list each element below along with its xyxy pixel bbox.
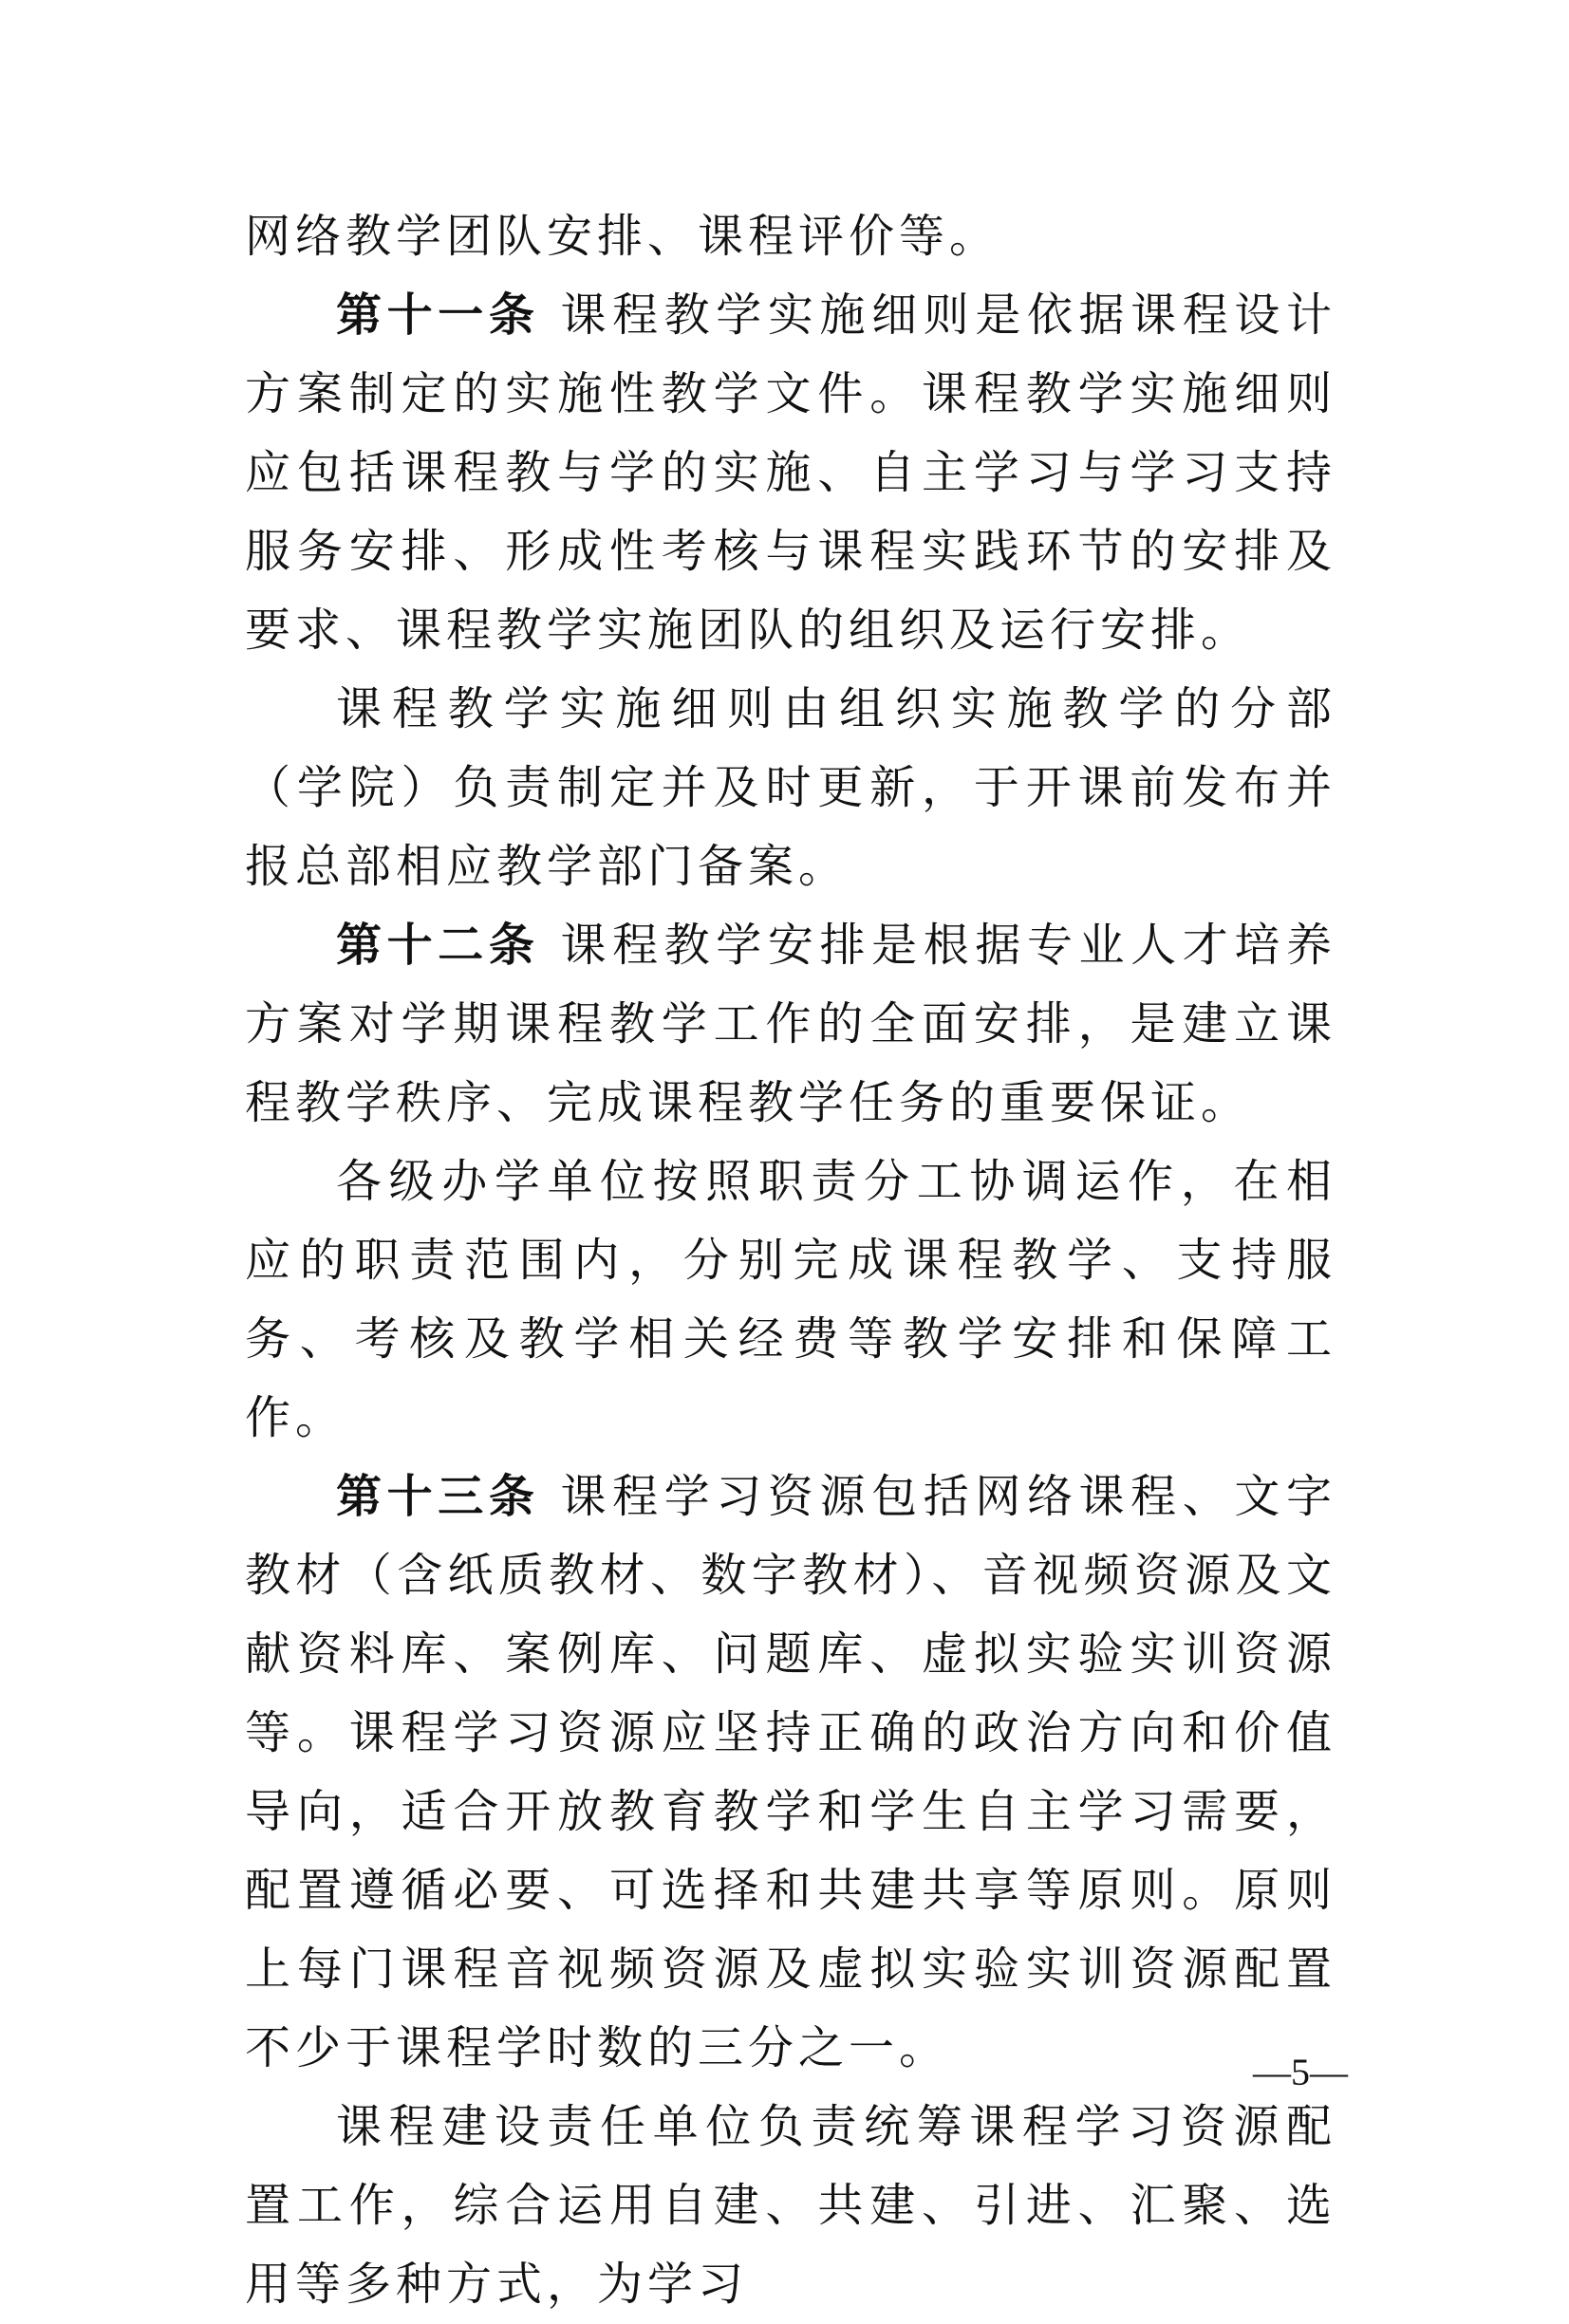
article-11-text: 课程教学实施细则是依据课程设计方案制定的实施性教学文件。课程教学实施细则应包括课程教与学的实施、自主学习与学习支持服务安排、形成性考核与课程实践环节的安排及要求、课程教学实施团队的组织及运行安排。 [245,288,1336,657]
page-number: —5— [1253,2051,1348,2093]
paragraph-1-text: 网络教学团队安排、课程评价等。 [245,210,1000,263]
article-12-label: 第十二条 [336,919,540,972]
article-11-label: 第十一条 [336,288,540,342]
article-13-text: 课程学习资源包括网络课程、文字教材（含纸质教材、数字教材）、音视频资源及文献资料库、案例库、问题库、虚拟实验实训资源等。课程学习资源应坚持正确的政治方向和价值导向，适合开放教育教学和学生自主学习需要，配置遵循必要、可选择和共建共享等原则。原则上每门课程音视频资源及虚拟实验实训资源配置不少于课程学时数的三分之一。 [245,1470,1336,2074]
article-13-label: 第十三条 [336,1470,540,1523]
paragraph-3-text: 课程教学实施细则由组织实施教学的分部（学院）负责制定并及时更新，于开课前发布并报总部相应教学部门备案。 [245,682,1336,893]
paragraph-5 [245,1143,1336,1458]
paragraph-7-text: 课程建设责任单位负责统筹课程学习资源配置工作，综合运用自建、共建、引进、汇聚、选用等多种方式，为学习 [245,2100,1336,2311]
paragraph-5-text: 各级办学单位按照职责分工协调运作，在相应的职责范围内，分别完成课程教学、支持服务、考核及教学相关经费等教学安排和保障工作。 [245,1155,1336,1444]
paragraph-1 [245,197,1336,276]
paragraph-3 [245,670,1336,906]
article-12-text: 课程教学安排是根据专业人才培养方案对学期课程教学工作的全面安排，是建立课程教学秩序、完成课程教学任务的重要保证。 [245,919,1336,1129]
article-12-paragraph [245,906,1336,1143]
article-11-paragraph [245,276,1336,670]
document-page [245,197,1336,2324]
paragraph-7 [245,2088,1336,2324]
article-13-paragraph [245,1458,1336,2088]
